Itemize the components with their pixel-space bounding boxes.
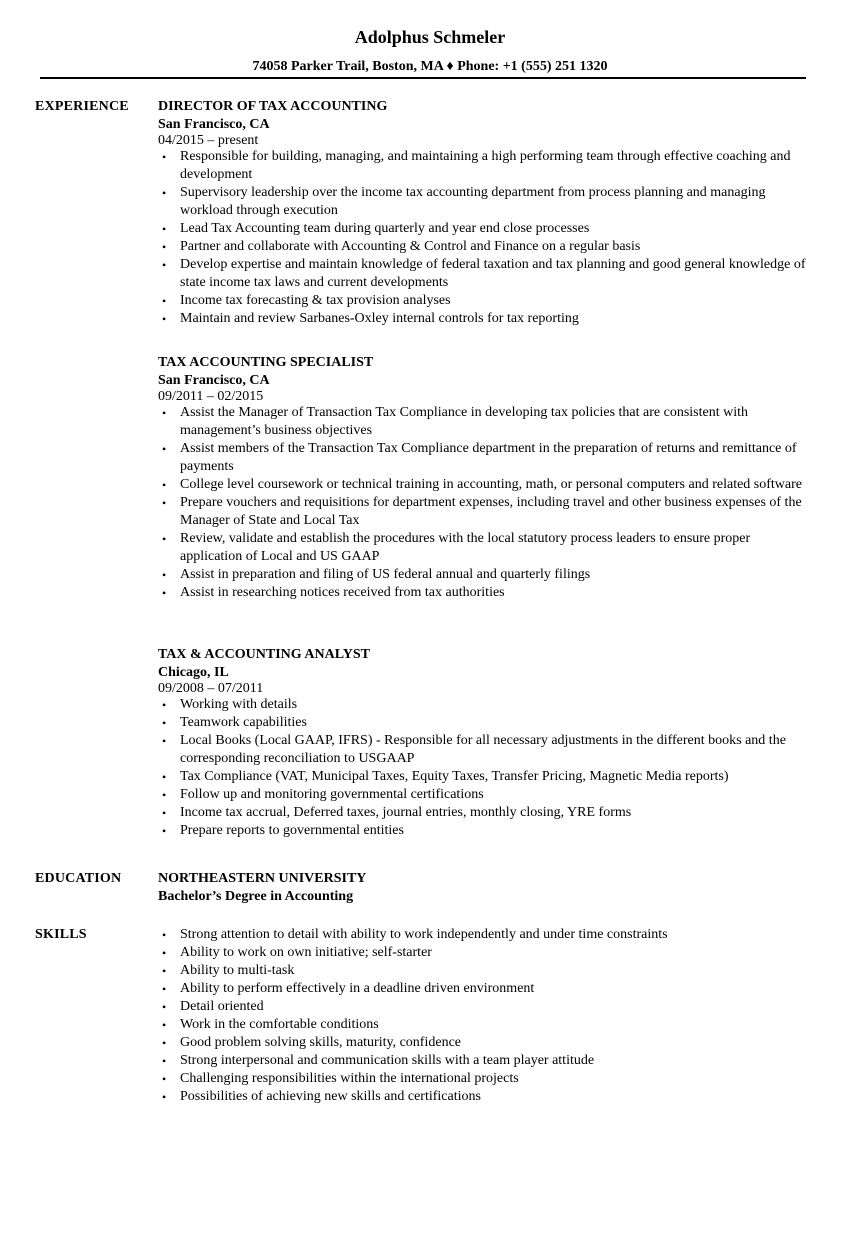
job-title: TAX ACCOUNTING SPECIALIST	[158, 355, 374, 370]
job-dates: 04/2015 – present	[158, 133, 259, 148]
job-location: San Francisco, CA	[158, 373, 270, 388]
list-item: • Assist members of the Transaction Tax Compliance department in the preparation of returns and remittance of payments	[180, 440, 808, 476]
list-item: • Lead Tax Accounting team during quarterly and year end close processes	[180, 220, 808, 238]
list-item: • Good problem solving skills, maturity, confidence	[180, 1034, 808, 1052]
list-item: • Supervisory leadership over the income tax accounting department from process planning and managing workload through execution	[180, 184, 808, 220]
list-item: • Assist the Manager of Transaction Tax Compliance in developing tax policies that are consistent with management’s business objectives	[180, 404, 808, 440]
list-item: • Responsible for building, managing, and maintaining a high performing team through effective coaching and development	[180, 148, 808, 184]
list-item: • Income tax accrual, Deferred taxes, journal entries, monthly closing, YRE forms	[180, 804, 808, 822]
degree: Bachelor’s Degree in Accounting	[158, 889, 354, 904]
list-item: • Detail oriented	[180, 998, 808, 1016]
job-duties	[158, 696, 808, 840]
skills-section	[158, 926, 808, 1106]
list-item: • Assist in preparation and filing of US federal annual and quarterly filings	[180, 566, 808, 584]
list-item: • Work in the comfortable conditions	[180, 1016, 808, 1034]
skills-list	[158, 926, 808, 1106]
list-item: • Ability to perform effectively in a deadline driven environment	[180, 980, 808, 998]
list-item: • Possibilities of achieving new skills and certifications	[180, 1088, 808, 1106]
experience-section	[158, 98, 808, 328]
job-duties	[158, 404, 808, 602]
job-entry	[158, 354, 808, 602]
header-divider	[40, 77, 806, 79]
job-dates: 09/2011 – 02/2015	[158, 389, 264, 404]
job-location: Chicago, IL	[158, 665, 229, 680]
list-item: • Strong attention to detail with ability to work independently and under time constraints	[180, 926, 808, 944]
list-item: • Develop expertise and maintain knowledge of federal taxation and tax planning and good general knowledge of state income tax laws and current developments	[180, 256, 808, 292]
list-item: • Follow up and monitoring governmental certifications	[180, 786, 808, 804]
job-entry	[158, 98, 808, 328]
education-section	[158, 870, 808, 905]
list-item: • Maintain and review Sarbanes-Oxley internal controls for tax reporting	[180, 310, 808, 328]
experience-section-3	[158, 646, 808, 840]
list-item: • College level coursework or technical training in accounting, math, or personal computers and related software	[180, 476, 808, 494]
job-title: DIRECTOR OF TAX ACCOUNTING	[158, 99, 388, 114]
list-item: • Ability to multi-task	[180, 962, 808, 980]
education-heading: EDUCATION	[35, 871, 122, 886]
list-item: • Local Books (Local GAAP, IFRS) - Responsible for all necessary adjustments in the different books and the corresponding reconciliation to USGAAP	[180, 732, 808, 768]
job-dates: 09/2008 – 07/2011	[158, 681, 264, 696]
job-title: TAX & ACCOUNTING ANALYST	[158, 647, 370, 662]
job-entry	[158, 646, 808, 840]
list-item: • Teamwork capabilities	[180, 714, 808, 732]
job-location: San Francisco, CA	[158, 117, 270, 132]
list-item: • Prepare reports to governmental entities	[180, 822, 808, 840]
skills-heading: SKILLS	[35, 927, 87, 942]
school-name: NORTHEASTERN UNIVERSITY	[158, 871, 367, 886]
list-item: • Assist in researching notices received from tax authorities	[180, 584, 808, 602]
contact-line: 74058 Parker Trail, Boston, MA ♦ Phone: +1 (555) 251 1320	[252, 59, 608, 74]
list-item: • Tax Compliance (VAT, Municipal Taxes, Equity Taxes, Transfer Pricing, Magnetic Media reports)	[180, 768, 808, 786]
list-item: • Review, validate and establish the procedures with the local statutory process leaders to ensure proper application of Local and US GAAP	[180, 530, 808, 566]
experience-section-2	[158, 354, 808, 602]
list-item: • Working with details	[180, 696, 808, 714]
list-item: • Income tax forecasting & tax provision analyses	[180, 292, 808, 310]
list-item: • Prepare vouchers and requisitions for department expenses, including travel and other business expenses of the Manager of State and Local Tax	[180, 494, 808, 530]
job-duties	[158, 148, 808, 328]
list-item: • Strong interpersonal and communication skills with a team player attitude	[180, 1052, 808, 1070]
list-item: • Partner and collaborate with Accounting & Control and Finance on a regular basis	[180, 238, 808, 256]
candidate-name: Adolphus Schmeler	[354, 27, 506, 47]
list-item: • Ability to work on own initiative; self-starter	[180, 944, 808, 962]
experience-heading: EXPERIENCE	[35, 99, 129, 114]
list-item: • Challenging responsibilities within the international projects	[180, 1070, 808, 1088]
